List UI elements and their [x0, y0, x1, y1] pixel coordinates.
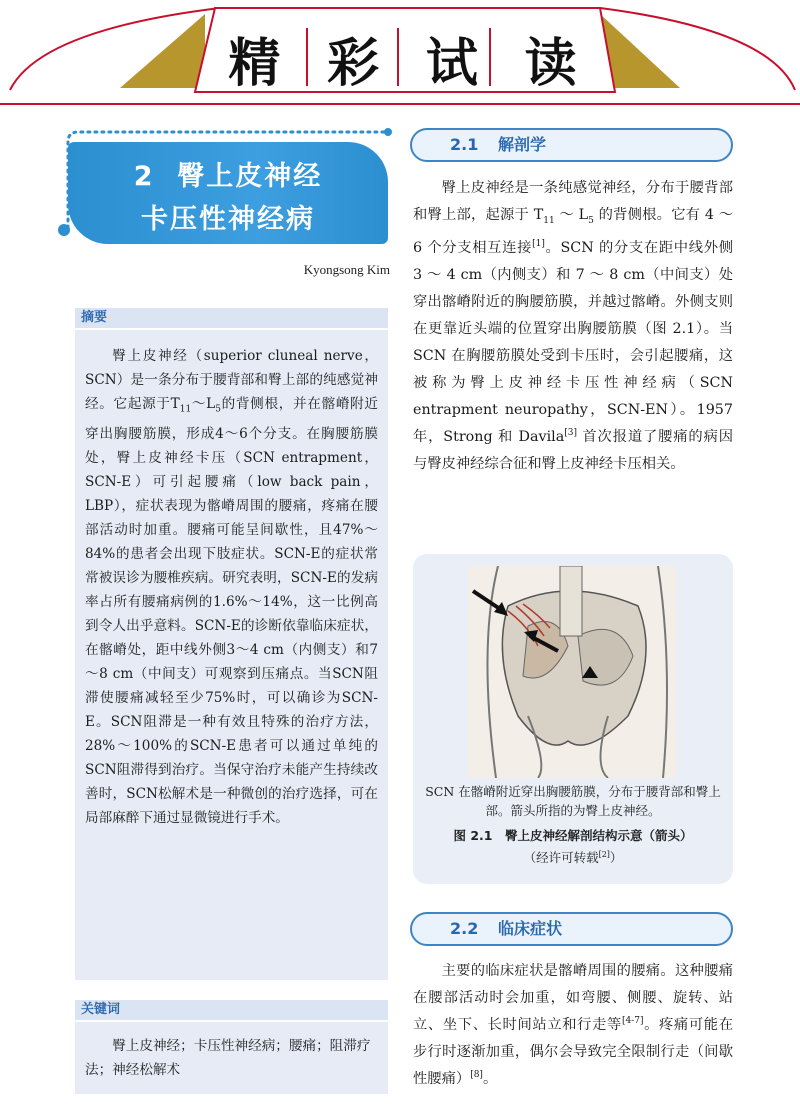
- keywords-label: 关键词: [75, 1000, 388, 1020]
- figure-credit: （经许可转载[2]）: [523, 849, 623, 865]
- section-2-1-paragraph: 臀上皮神经是一条纯感觉神经，分布于腰背部和臀上部，起源于 $T_{11}$ ～ $L_5$ 的背侧根。它有 4 ～ 6 个分支相互连接[1]。SCN 的分支在距中线外侧 3 ～ 4 cm（内侧支）和 7 ～ 8 cm（中间支）处穿出髂嵴附近的胸腰筋膜，并越过髂嵴。外侧支则在更靠近头端的位置穿出胸腰筋膜（图 2.1）。当 SCN 在胸腰筋膜处受到卡压时，会引起腰痛，这被称为臀上皮神经卡压性神经病（SCN entrapment neuropathy，SCN-EN）。1957 年，Strong 和 Davila[3] 首次报道了腰痛的病因与臀皮神经综合征和臀上皮神经卡压相关。: [413, 180, 733, 472]
- section-2-1-body: [413, 175, 733, 478]
- figure-description: SCN 在髂嵴附近穿出胸腰筋膜，分布于腰背部和臀上部。箭头所指的为臀上皮神经。: [425, 784, 721, 818]
- author-name: Kyongsong Kim: [303, 262, 390, 277]
- banner-char-3: 试: [425, 33, 478, 94]
- header-banner: [0, 0, 800, 110]
- abstract-text: 臀上皮神经（superior cluneal nerve，SCN）是一条分布于腰背部和臀上部的纯感觉神经。它起源于$T_{11}\sim L_5$的背侧根，并在髂嵴附近穿出胸腰筋膜，形成4～6个分支。在胸腰筋膜处，臀上皮神经卡压（SCN entrapment，SCN-E）可引起腰痛（low back pain，LBP），症状表现为髂嵴周围的腰痛，疼痛在腰部活动时加重。腰痛可能呈间歇性，且47%～84%的患者会出现下肢症状。SCN-E的症状常常被误诊为腰椎疾病。研究表明，SCN-E的发病率占所有腰痛病例的1.6%～14%，这一比例高到令人出乎意料。SCN-E的诊断依靠临床症状，在髂嵴处，距中线外侧3～4 cm（内侧支）和7～8 cm（中间支）可观察到压痛点。当SCN阻滞使腰痛减轻至少75%时，可以确诊为SCN-E。SCN阻滞是一种有效且特殊的治疗方法，28%～100%的SCN-E患者可以通过单纯的SCN阻滞得到治疗。当保守治疗未能产生持续改善时，SCN松解术是一种微创的治疗选择，可在局部麻醉下通过显微镜进行手术。: [85, 348, 379, 826]
- section-2-1-number: 2.1: [450, 135, 479, 154]
- banner-char-4: 读: [524, 33, 577, 94]
- keywords-panel: [75, 1022, 388, 1094]
- chapter-title-line-2: 卡压性神经病: [141, 204, 315, 235]
- figure-2-1: [413, 554, 733, 884]
- section-2-1-title: 解剖学: [498, 135, 547, 154]
- chapter-title-line-1: [68, 154, 388, 193]
- keywords-text: 臀上皮神经；卡压性神经病；腰痛；阻滞疗法；神经松解术: [85, 1038, 371, 1078]
- chapter-title-card: [68, 142, 388, 244]
- chapter-title-main: 臀上皮神经: [177, 161, 323, 192]
- banner-title: [205, 18, 600, 98]
- abstract-label: 摘要: [75, 308, 388, 328]
- section-2-2-number: 2.2: [450, 919, 479, 938]
- anatomy-illustration: [468, 566, 676, 778]
- section-2-2-body: [413, 958, 733, 1093]
- figure-title: 图 2.1 臀上皮神经解剖结构示意（箭头）: [453, 828, 693, 843]
- chapter-number: 2: [133, 161, 155, 192]
- section-2-2-paragraph: 主要的临床症状是髂嵴周围的腰痛。这种腰痛在腰部活动时会加重，如弯腰、侧腰、旋转、站立、坐下、长时间站立和行走等[4-7]。疼痛可能在步行时逐渐加重，偶尔会导致完全限制行走（间歇性腰痛）[8]。: [413, 963, 733, 1087]
- section-2-2-title: 临床症状: [498, 919, 563, 938]
- abstract-panel: [75, 330, 388, 980]
- section-2-1-heading: [410, 128, 733, 162]
- banner-char-2: 彩: [327, 33, 380, 94]
- pelvis-drawing: [468, 566, 676, 778]
- section-2-2-heading: [410, 912, 733, 946]
- banner-char-1: 精: [228, 33, 281, 94]
